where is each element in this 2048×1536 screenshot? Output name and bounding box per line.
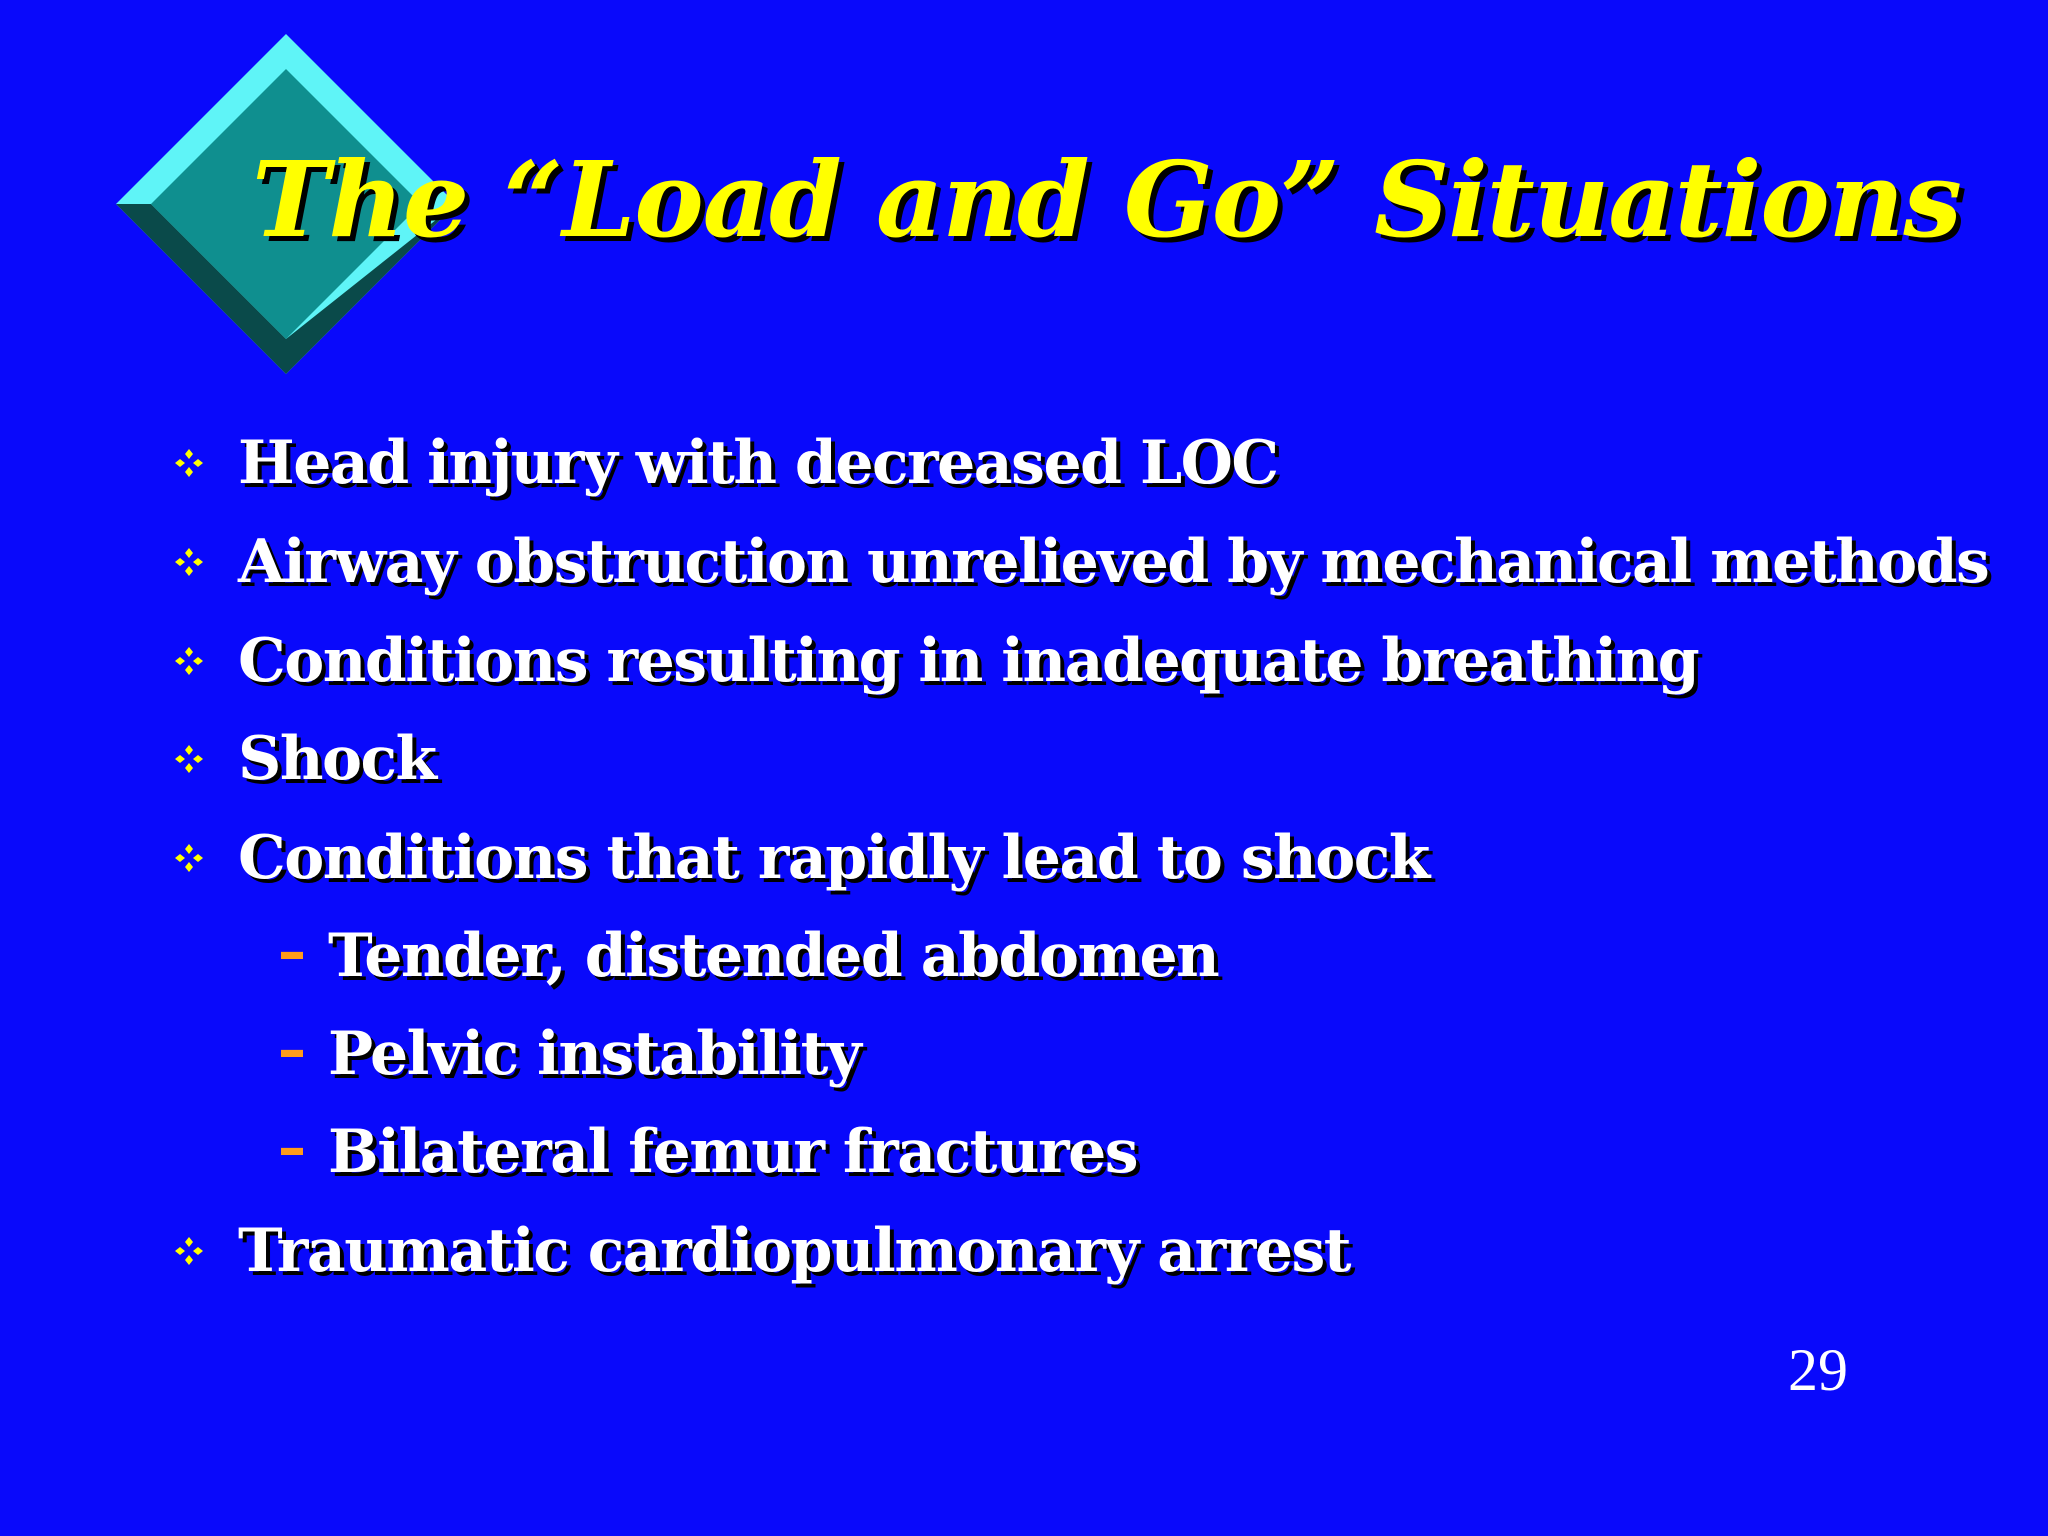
- list-item: [174, 418, 1278, 508]
- bullet-text: Traumatic cardiopulmonary arrest: [238, 1216, 1350, 1286]
- list-item: [278, 911, 1218, 1001]
- list-item: [278, 1107, 1137, 1197]
- list-item: [174, 616, 1698, 706]
- sub-bullet-text: Pelvic instability: [328, 1019, 861, 1089]
- four-diamond-bullet-icon: [174, 646, 238, 676]
- sub-bullet-text: Bilateral femur fractures: [328, 1117, 1138, 1187]
- bullet-text: Conditions that rapidly lead to shock: [238, 823, 1429, 893]
- four-diamond-bullet-icon: [174, 1236, 238, 1266]
- list-item: [278, 1009, 860, 1099]
- four-diamond-bullet-icon: [174, 843, 238, 873]
- four-diamond-bullet-icon: [174, 547, 238, 577]
- list-item: [174, 517, 1988, 607]
- bullet-text: Airway obstruction unrelieved by mechanical methods: [238, 527, 1989, 597]
- bullet-text: Conditions resulting in inadequate breathing: [238, 626, 1699, 696]
- bullet-text: Head injury with decreased LOC: [238, 428, 1278, 498]
- dash-icon: –: [278, 1116, 306, 1181]
- list-item: [174, 813, 1429, 903]
- list-item: [174, 714, 436, 804]
- slide-title: The “Load and Go” Situations: [252, 138, 1961, 261]
- sub-bullet-text: Tender, distended abdomen: [328, 921, 1219, 991]
- four-diamond-bullet-icon: [174, 744, 238, 774]
- four-diamond-bullet-icon: [174, 448, 238, 478]
- list-item: [174, 1206, 1350, 1296]
- bullet-text: Shock: [238, 724, 436, 794]
- dash-icon: –: [278, 920, 306, 985]
- dash-icon: –: [278, 1018, 306, 1083]
- page-number: 29: [1788, 1337, 1848, 1403]
